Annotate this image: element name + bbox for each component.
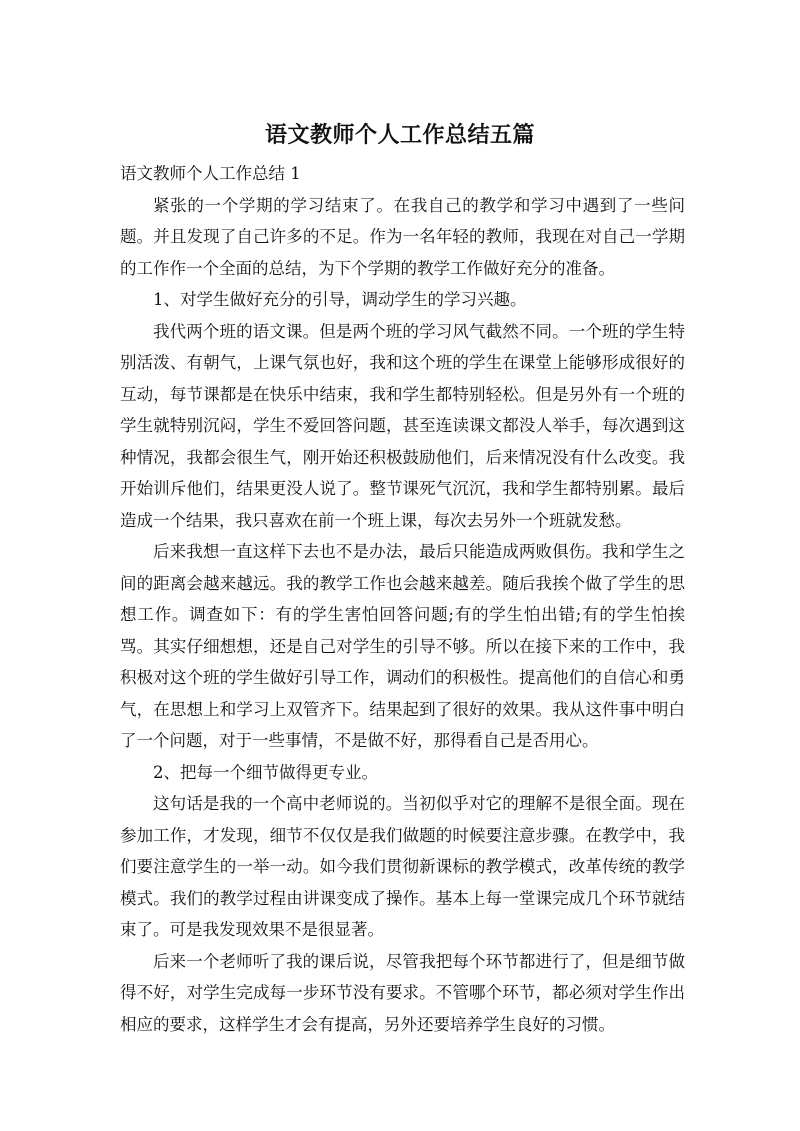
paragraph-point-2-heading: 2、把每一个细节做得更专业。 — [153, 762, 378, 782]
document-title: 语文教师个人工作总结五篇 — [264, 123, 535, 148]
paragraph-two-classes: 我代两个班的语文课。但是两个班的学习风气截然不同。一个班的学生特别活泼、有朝气，上课气氛也好，我和这个班的学生在课堂上能够形成很好的互动，每节课都是在快乐中结束，我和学生都特别轻松。但是另外有一个班的学生就特别沉闷，学生不爱回答问题，甚至连读课文都没人举手，每次遇到这种情况，我都会很生气，刚开始还积极鼓励他们，后来情况没有什么改变。我开始训斥他们，结果更没人说了。整节课死气沉沉，我和学生都特别累。最后造成一个结果，我只喜欢在前一个班上课，每次去另外一个班就发愁。 — [120, 321, 685, 530]
paragraph-intro: 紧张的一个学期的学习结束了。在我自己的教学和学习中遇到了一些问题。并且发现了自己许多的不足。作为一名年轻的教师，我现在对自己一学期的工作作一个全面的总结，为下个学期的教学工作做好充分的准备。 — [120, 195, 685, 278]
paragraph-details: 这句话是我的一个高中老师说的。当初似乎对它的理解不是很全面。现在参加工作，才发现，细节不仅仅是我们做题的时候要注意步骤。在教学中，我们要注意学生的一举一动。如今我们贯彻新课标的教学模式，改革传统的教学模式。我们的教学过程由讲课变成了操作。基本上每一堂课完成几个环节就结束了。可是我发现效果不是很显著。 — [120, 794, 685, 939]
section-subtitle: 语文教师个人工作总结 1 — [120, 164, 301, 183]
paragraph-point-1-heading: 1、对学生做好充分的引导，调动学生的学习兴趣。 — [153, 290, 527, 309]
paragraph-guidance: 后来我想一直这样下去也不是办法，最后只能造成两败俱伤。我和学生之间的距离会越来越远。我的教学工作也会越来越差。随后我挨个做了学生的思想工作。调查如下：有的学生害怕回答问题;有的学生怕出错;有的学生怕挨骂。其实仔细想想，还是自己对学生的引导不够。所以在接下来的工作中，我积极对这个班的学生做好引导工作，调动们的积极性。提高他们的自信心和勇气，在思想上和学习上双管齐下。结果起到了很好的效果。我从这件事中明白了一个问题，对于一些事情，不是做不好，那得看自己是否用心。 — [120, 542, 685, 750]
paragraph-feedback: 后来一个老师听了我的课后说，尽管我把每个环节都进行了，但是细节做得不好，对学生完成每一步环节没有要求。不管哪个环节，都必须对学生作出相应的要求，这样学生才会有提高，另外还要培养学生良好的习惯。 — [120, 951, 685, 1034]
document-body — [120, 158, 685, 1040]
